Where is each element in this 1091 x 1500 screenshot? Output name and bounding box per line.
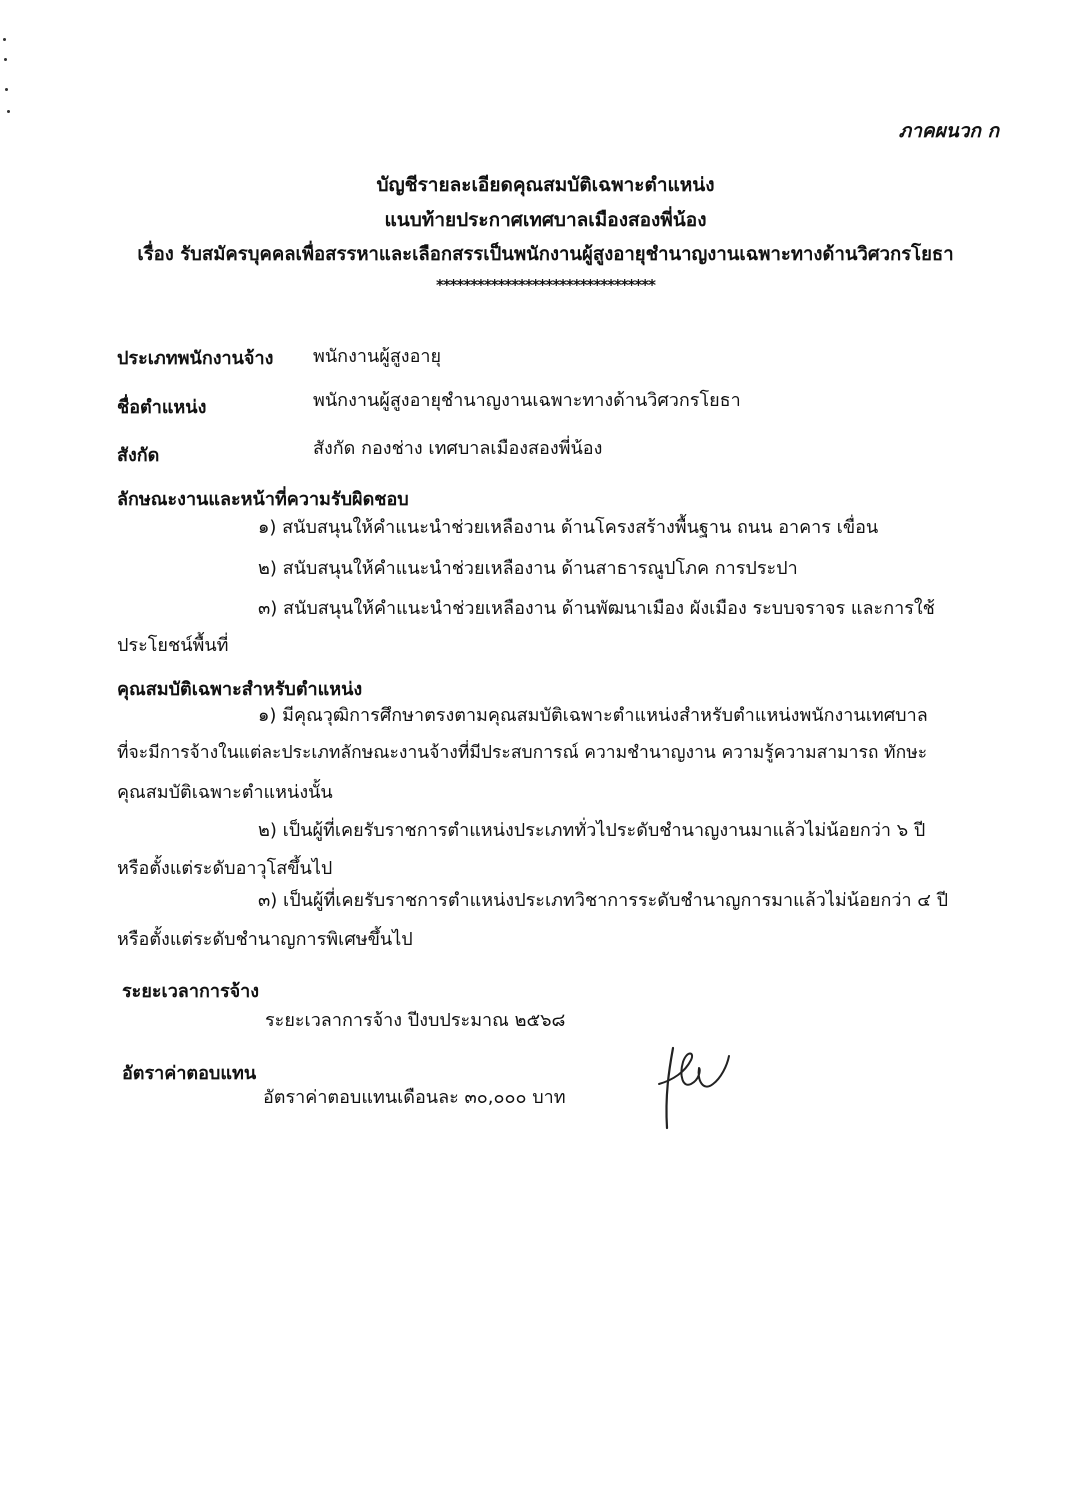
duty-item-3-continued: ประโยชน์พื้นที่ bbox=[117, 635, 229, 656]
qualification-item-1-line-2: ที่จะมีการจ้างในแต่ละประเภทลักษณะงานจ้างที่มีประสบการณ์ ความชำนาญงาน ความรู้ความสามารถ ทักษะ bbox=[117, 743, 928, 763]
duty-item-1: ๑) สนับสนุนให้คำแนะนำช่วยเหลืองาน ด้านโครงสร้างพื้นฐาน ถนน อาคาร เขื่อน bbox=[258, 517, 879, 538]
scan-speck bbox=[4, 58, 7, 61]
duties-heading: ลักษณะงานและหน้าที่ความรับผิดชอบ bbox=[117, 489, 409, 510]
employment-period-text: ระยะเวลาการจ้าง ปีงบประมาณ ๒๕๖๘ bbox=[265, 1010, 566, 1031]
compensation-heading: อัตราค่าตอบแทน bbox=[122, 1063, 257, 1084]
document-subject-line: เรื่อง รับสมัครบุคคลเพื่อสรรหาและเลือกสรรเป็นพนักงานผู้สูงอายุชำนาญงานเฉพาะทางด้านวิศวกรโยธา bbox=[137, 244, 954, 265]
scan-speck bbox=[5, 88, 8, 91]
employee-type-value: พนักงานผู้สูงอายุ bbox=[313, 346, 442, 367]
employment-period-heading: ระยะเวลาการจ้าง bbox=[122, 981, 260, 1002]
qualification-item-2-line-2: หรือตั้งแต่ระดับอาวุโสขึ้นไป bbox=[117, 858, 333, 879]
position-value: พนักงานผู้สูงอายุชำนาญงานเฉพาะทางด้านวิศวกรโยธา bbox=[313, 390, 741, 411]
qualification-item-3-line-2: หรือตั้งแต่ระดับชำนาญการพิเศษขึ้นไป bbox=[117, 929, 413, 950]
separator-line: ******************************** bbox=[435, 276, 655, 294]
compensation-text: อัตราค่าตอบแทนเดือนละ ๓๐,๐๐๐ บาท bbox=[263, 1087, 566, 1108]
qualification-item-1: ๑) มีคุณวุฒิการศึกษาตรงตามคุณสมบัติเฉพาะตำแหน่งสำหรับตำแหน่งพนักงานเทศบาล bbox=[258, 705, 928, 726]
qualification-item-1-line-3: คุณสมบัติเฉพาะตำแหน่งนั้น bbox=[117, 782, 333, 803]
affiliation-label: สังกัด bbox=[117, 445, 160, 466]
document-title-line-2: แนบท้ายประกาศเทศบาลเมืองสองพี่น้อง bbox=[384, 209, 707, 231]
scan-speck bbox=[7, 110, 10, 113]
affiliation-value: สังกัด กองช่าง เทศบาลเมืองสองพี่น้อง bbox=[313, 438, 603, 459]
employee-type-label: ประเภทพนักงานจ้าง bbox=[117, 348, 274, 369]
annex-label: ภาคผนวก ก bbox=[898, 120, 999, 142]
qualification-item-3: ๓) เป็นผู้ที่เคยรับราชการตำแหน่งประเภทวิชาการระดับชำนาญการมาแล้วไม่น้อยกว่า ๔ ปี bbox=[258, 890, 949, 911]
qualifications-heading: คุณสมบัติเฉพาะสำหรับตำแหน่ง bbox=[117, 679, 363, 700]
duty-item-2: ๒) สนับสนุนให้คำแนะนำช่วยเหลืองาน ด้านสาธารณูปโภค การประปา bbox=[258, 558, 798, 579]
scan-speck bbox=[3, 38, 6, 41]
position-label: ชื่อตำแหน่ง bbox=[117, 397, 207, 418]
duty-item-3: ๓) สนับสนุนให้คำแนะนำช่วยเหลืองาน ด้านพัฒนาเมือง ผังเมือง ระบบจราจร และการใช้ bbox=[258, 598, 935, 619]
qualification-item-2: ๒) เป็นผู้ที่เคยรับราชการตำแหน่งประเภททั่วไประดับชำนาญงานมาแล้วไม่น้อยกว่า ๖ ปี bbox=[258, 820, 926, 841]
document-title-line-1: บัญชีรายละเอียดคุณสมบัติเฉพาะตำแหน่ง bbox=[376, 174, 715, 196]
signature-mark bbox=[655, 1040, 750, 1135]
